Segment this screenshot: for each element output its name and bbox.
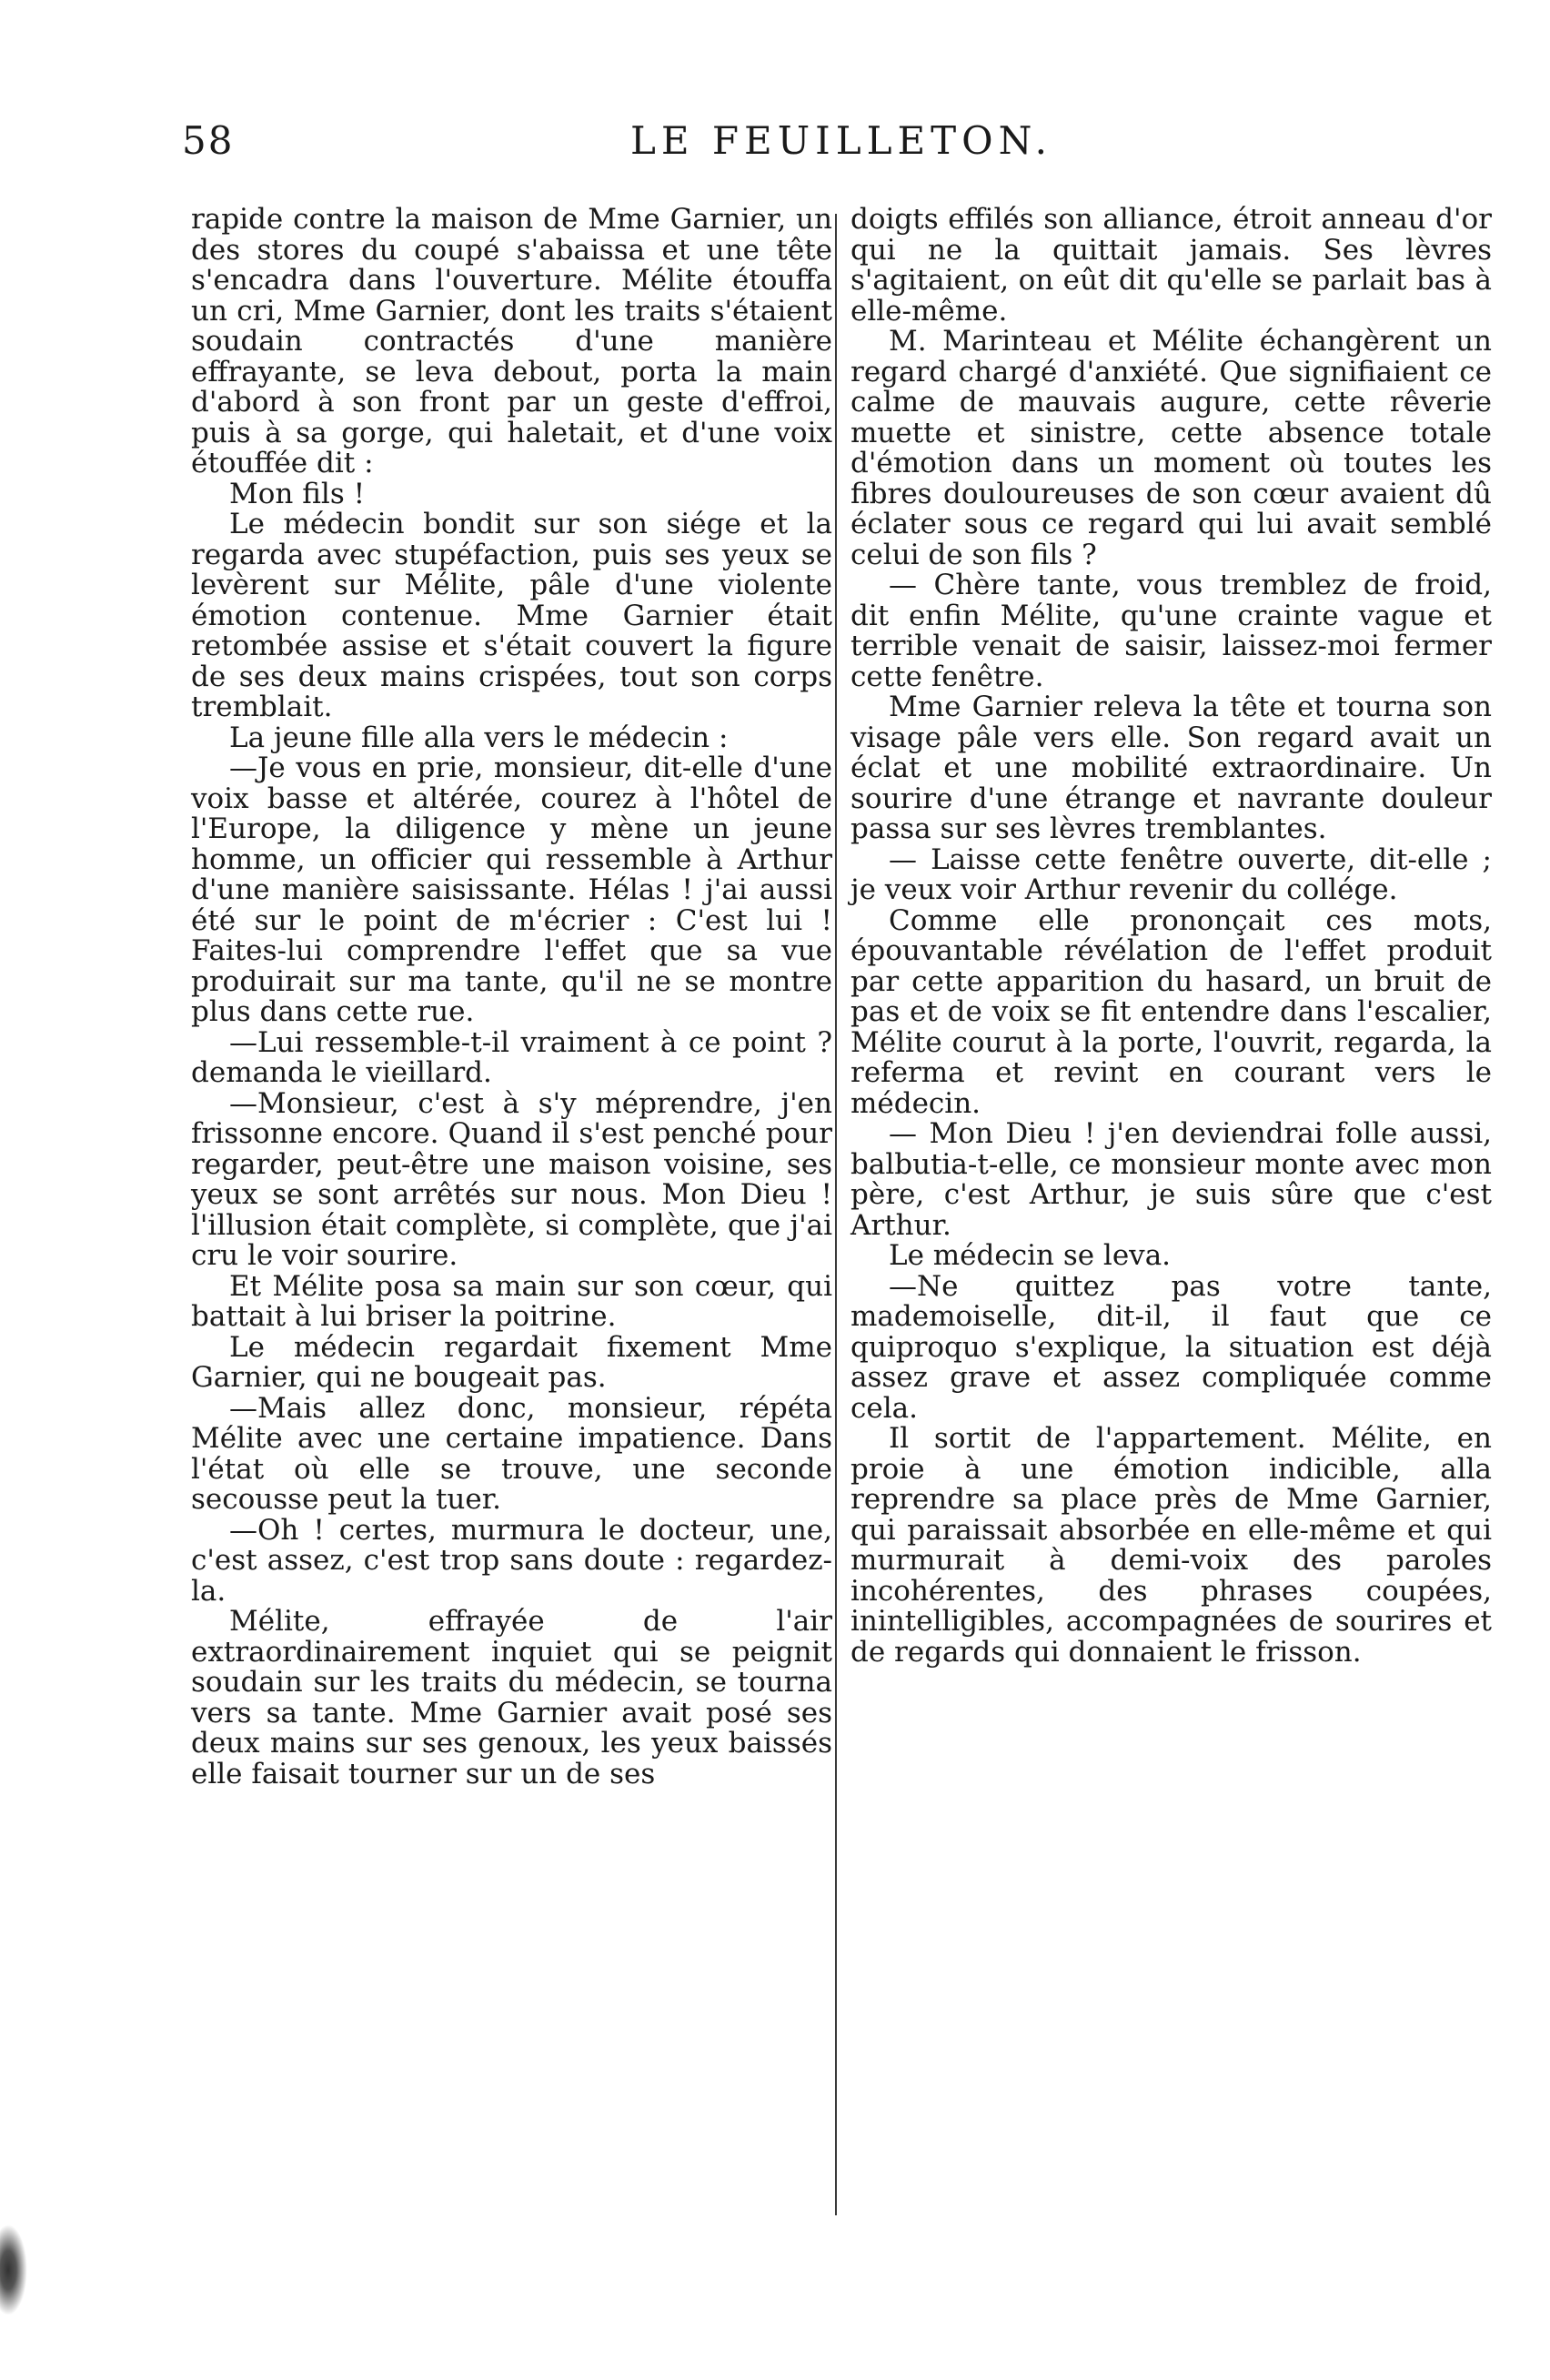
paragraph: —Oh ! certes, murmura le docteur, une, c'est assez, c'est trop sans doute : regardez-la. xyxy=(191,1513,832,1608)
paragraph: La jeune fille alla vers le médecin : xyxy=(229,721,729,754)
paragraph: —Ne quittez pas votre tante, mademoiselle, dit-il, il faut que ce quiproquo s'explique, la situation est déjà assez grave et assez compliquée comme cela. xyxy=(850,1269,1492,1425)
paragraph: Le médecin se leva. xyxy=(889,1239,1172,1272)
column-divider xyxy=(835,214,837,2215)
paragraph: Mon fils ! xyxy=(229,477,366,510)
paragraph: Le médecin bondit sur son siége et la regarda avec stupéfaction, puis ses yeux se levèrent sur Mélite, pâle d'une violente émotion contenue. Mme Garnier était retombée assise et s'était couvert la figure de ses deux mains crispées, tout son corps tremblait. xyxy=(191,508,832,723)
paragraph: Comme elle prononçait ces mots, épouvantable révélation de l'effet produit par cette apparition du hasard, un bruit de pas et de voix se fit entendre dans l'escalier, Mélite courut à la porte, l'ouvrit, regarda, la referma et revint en courant vers le médecin. xyxy=(850,903,1492,1120)
paragraph: — Laisse cette fenêtre ouverte, dit-elle ; je veux voir Arthur revenir du collége. xyxy=(850,842,1492,906)
paragraph: Mélite, effrayée de l'air extraordinairement inquiet qui se peignit soudain sur les traits du médecin, se tourna vers sa tante. Mme Garnier avait posé ses deux mains sur ses genoux, les yeux baissés elle faisait tourner sur un de ses xyxy=(191,1605,832,1790)
paragraph: Il sortit de l'appartement. Mélite, en proie à une émotion indicible, alla reprendre sa place près de Mme Garnier, qui paraissait absorbée en elle-même et qui murmurait à demi-voix des paroles incohérentes, des phrases coupées, inintelligibles, accompagnées de sourires et de regards qui donnaient le frisson. xyxy=(850,1422,1492,1669)
paragraph: —Lui ressemble-t-il vraiment à ce point ? demanda le vieillard. xyxy=(191,1025,832,1089)
paragraph: Et Mélite posa sa main sur son cœur, qui battait à lui briser la poitrine. xyxy=(191,1269,832,1333)
paragraph: rapide contre la maison de Mme Garnier, un des stores du coupé s'abaissa et une tête s'encadra dans l'ouverture. Mélite étouffa un cri, Mme Garnier, dont les traits s'étaient soudain contractés d'une manière effrayante, se leva debout, porta la main d'abord à son front par un geste d'effroi, puis à sa gorge, qui haletait, et d'une voix étouffée dit : xyxy=(191,203,832,479)
paragraph: M. Marinteau et Mélite échangèrent un regard chargé d'anxiété. Que signifiaient ce calme de mauvais augure, cette rêverie muette et sinistre, cette absence totale d'émotion dans un moment où toutes les fibres douloureuses de son cœur avaient dû éclater sous ce regard qui lui avait semblé celui de son fils ? xyxy=(850,325,1492,571)
running-title: LE FEUILLETON. xyxy=(630,118,1052,163)
ink-blot xyxy=(0,2224,27,2315)
paragraph: — Mon Dieu ! j'en deviendrai folle aussi, balbutia-t-elle, ce monsieur monte avec mon père, c'est Arthur, je suis sûre que c'est Arthur. xyxy=(850,1117,1492,1242)
page-header xyxy=(182,118,1501,173)
paragraph: Mme Garnier releva la tête et tourna son visage pâle vers elle. Son regard avait un éclat et une mobilité extraordinaire. Un sourire d'une étrange et navrante douleur passa sur ses lèvres tremblantes. xyxy=(850,691,1492,845)
page-number: 58 xyxy=(182,118,235,163)
left-column xyxy=(191,205,832,1790)
right-column xyxy=(850,205,1492,1668)
paragraph: —Monsieur, c'est à s'y méprendre, j'en frissonne encore. Quand il s'est penché pour regarder, peut-être une maison voisine, ses yeux se sont arrêtés sur nous. Mon Dieu ! l'illusion était complète, si complète, que j'ai cru le voir sourire. xyxy=(191,1086,832,1272)
paragraph: —Mais allez donc, monsieur, répéta Mélite avec une certaine impatience. Dans l'état où elle se trouve, une seconde secousse peut la tuer. xyxy=(191,1391,832,1516)
paragraph: Le médecin regardait fixement Mme Garnier, qui ne bougeait pas. xyxy=(191,1330,832,1394)
paragraph: —Je vous en prie, monsieur, dit-elle d'une voix basse et altérée, courez à l'hôtel de l'Europe, la diligence y mène un jeune homme, un officier qui ressemble à Arthur d'une manière saisissante. Hélas ! j'ai aussi été sur le point de m'écrier : C'est lui ! Faites-lui comprendre l'effet que sa vue produirait sur ma tante, qu'il ne se montre plus dans cette rue. xyxy=(191,751,832,1028)
paragraph: — Chère tante, vous tremblez de froid, dit enfin Mélite, qu'une crainte vague et terrible venait de saisir, laissez-moi fermer cette fenêtre. xyxy=(850,569,1492,693)
paragraph: doigts effilés son alliance, étroit anneau d'or qui ne la quittait jamais. Ses lèvres s'agitaient, on eût dit qu'elle se parlait bas à elle-même. xyxy=(850,203,1492,328)
